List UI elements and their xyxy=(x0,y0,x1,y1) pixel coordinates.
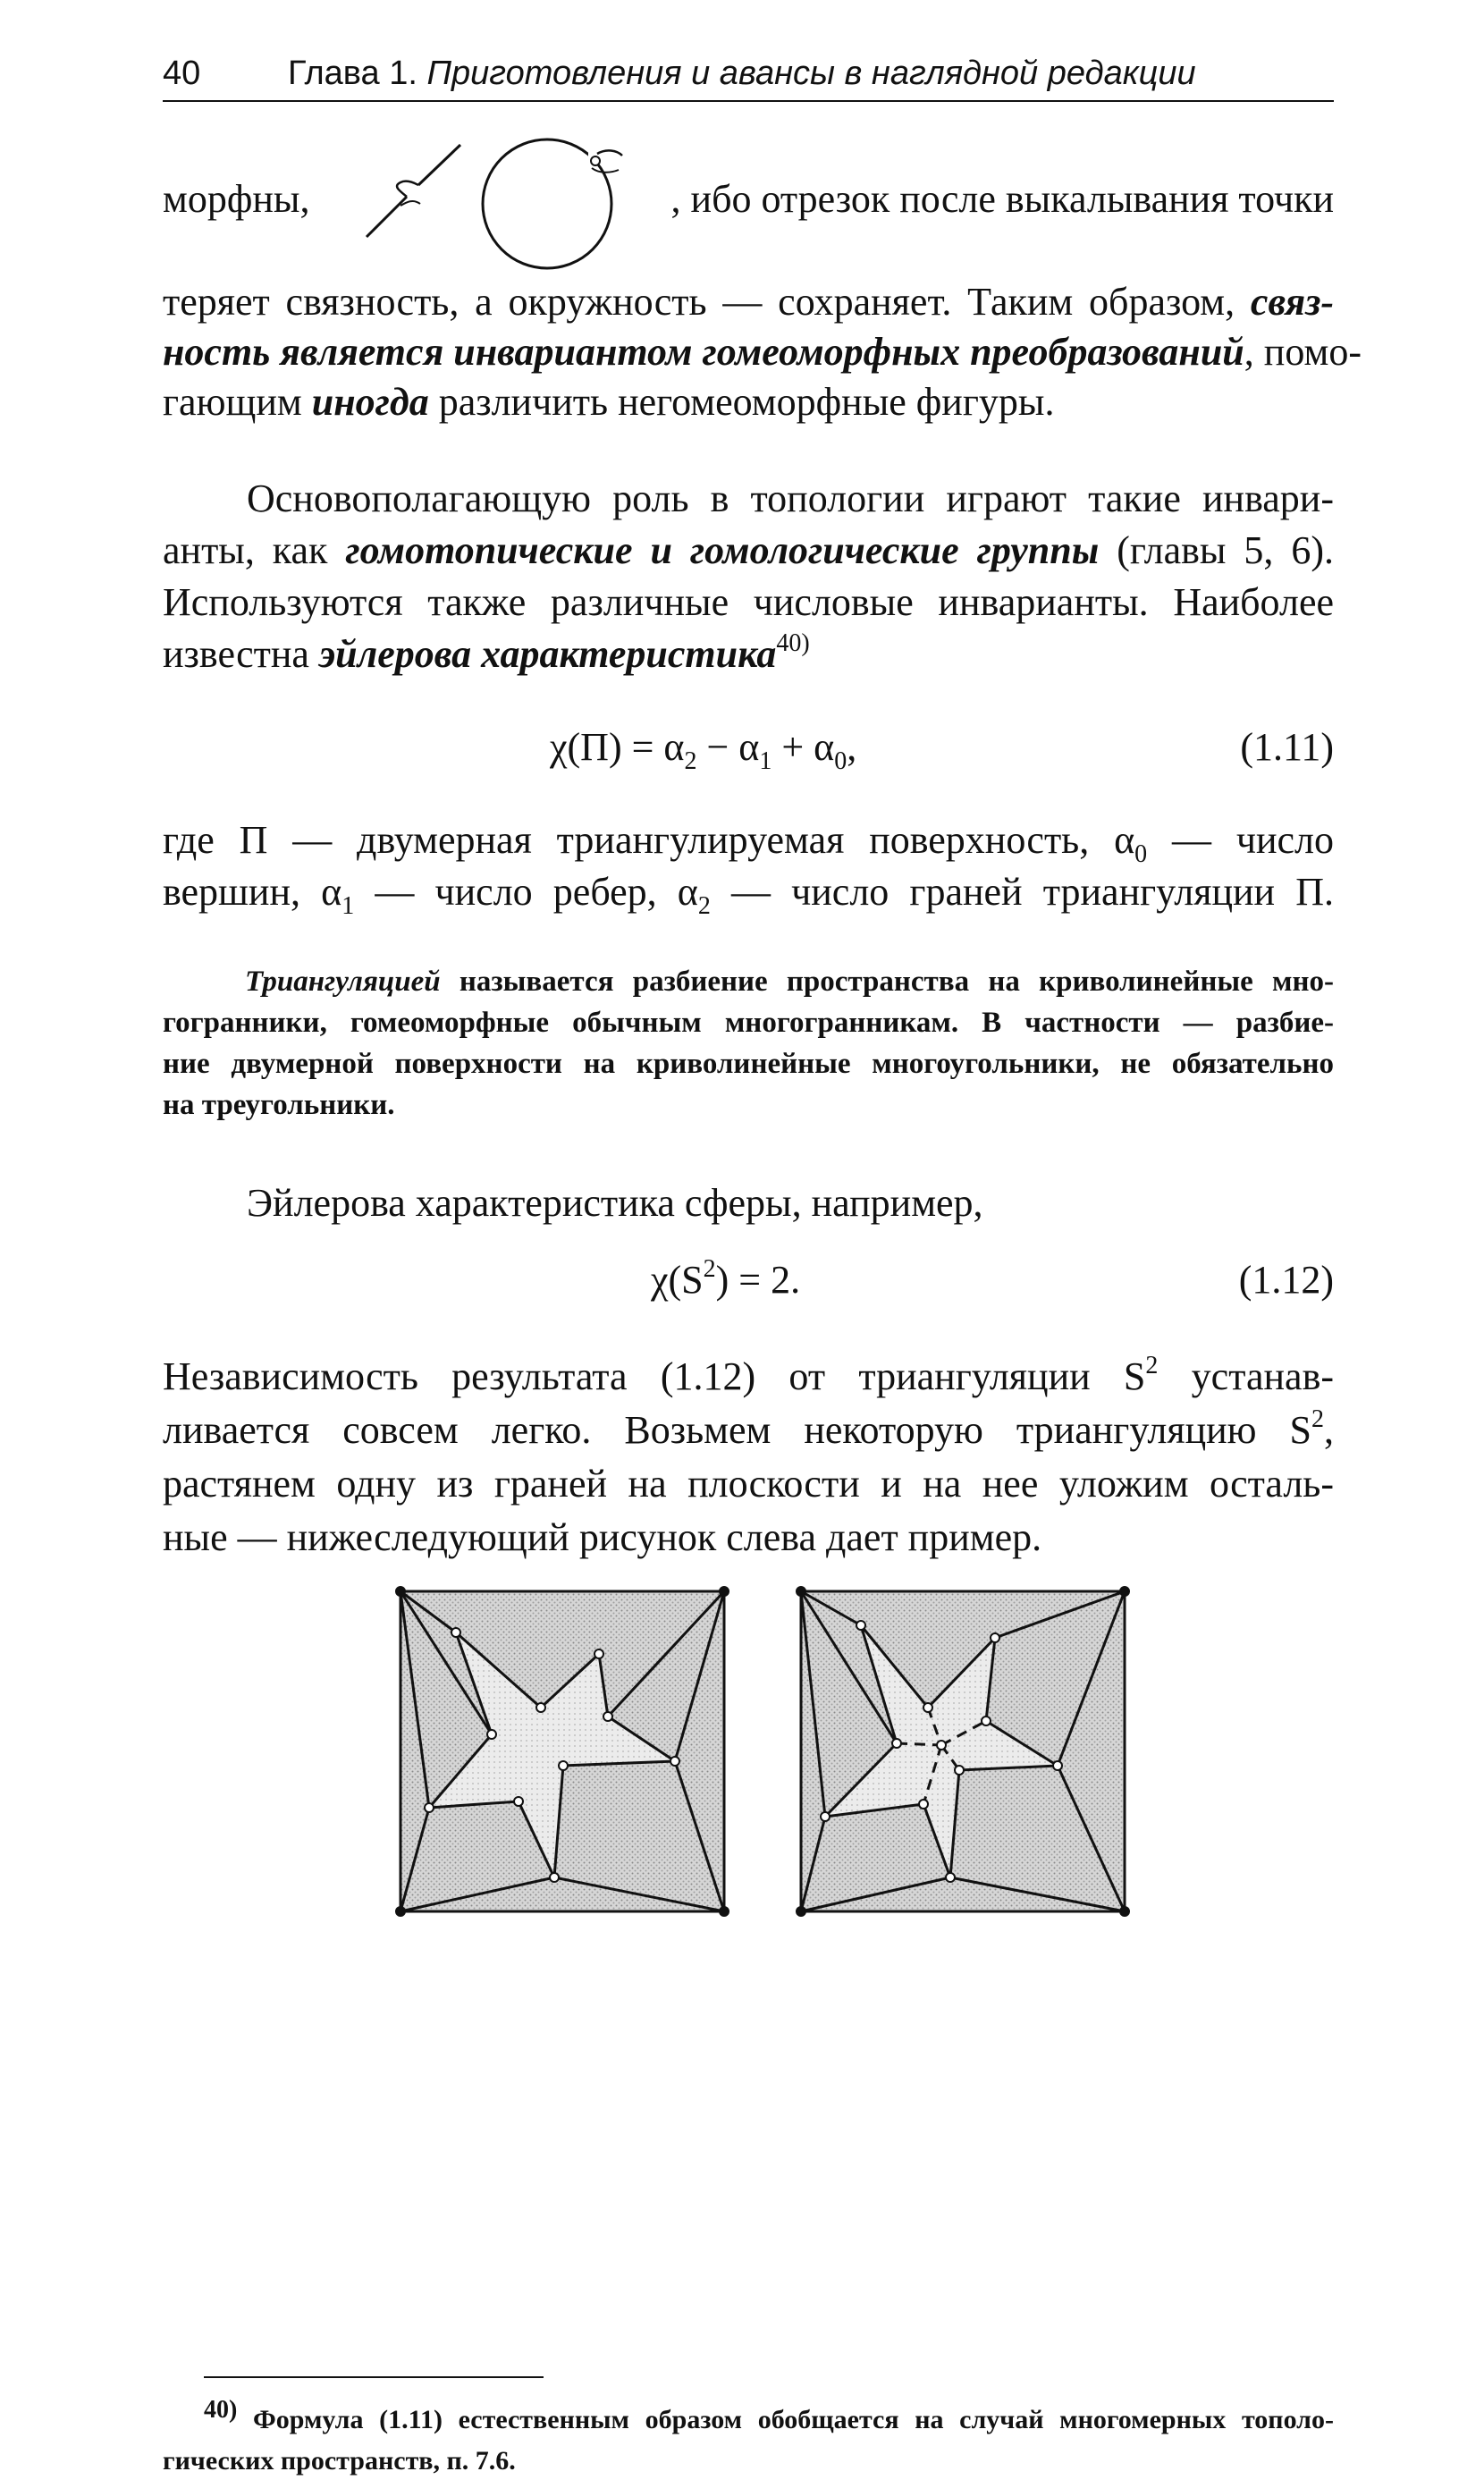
para1-text: гающим xyxy=(163,380,302,424)
eq-subscript: 2 xyxy=(684,747,697,775)
para5-line2 xyxy=(163,1405,1334,1461)
intro-start: морфны, xyxy=(163,177,310,221)
chapter-label: Глава 1. xyxy=(288,55,417,92)
note-line2 xyxy=(163,1003,1334,1042)
note-line3 xyxy=(163,1044,1334,1084)
para1-text: различить негомеоморфные фигуры. xyxy=(438,380,1055,424)
para1-line2 xyxy=(163,327,1362,377)
intro-end-line xyxy=(637,174,1334,224)
para5-text: ливается совсем легко. Возьмем некоторую триангуляцию S xyxy=(163,1408,1311,1452)
inline-figures xyxy=(358,134,644,277)
page-number: 40 xyxy=(163,55,201,92)
footnote-line2 xyxy=(163,2442,1334,2480)
eq-part: ) = 2. xyxy=(715,1258,801,1302)
para3-line2 xyxy=(163,867,1334,923)
note-line1 xyxy=(245,962,1334,1001)
chapter-heading xyxy=(288,46,1196,100)
left-triangulation-diagram xyxy=(396,1587,729,1916)
footnote-rule xyxy=(204,2376,544,2378)
para2-emphasis: эйлерова характеристика xyxy=(318,632,777,676)
footnote-text: гических пространств, п. 7.6. xyxy=(163,2446,516,2476)
para5-line3 xyxy=(163,1459,1334,1509)
footnote-ref: 40) xyxy=(776,629,810,657)
para5-text: Независимость результата (1.12) от триангуляции S xyxy=(163,1354,1146,1398)
footnote-text: Формула (1.11) естественным образом обобщается на случай многомерных тополо- xyxy=(237,2405,1334,2434)
para5-text: , xyxy=(1324,1408,1334,1452)
equation-number-1-11: (1.11) xyxy=(1240,725,1334,769)
para1-emphasis: связ- xyxy=(1250,280,1335,324)
para3-text: — число ребер, α xyxy=(354,870,698,914)
para2-text: Используются также различные числовые инварианты. Наиболее xyxy=(163,580,1334,624)
equation-1-11 xyxy=(550,722,856,778)
para3-text: — число xyxy=(1147,818,1334,862)
para5-text: растянем одну из граней на плоскости и на нее уложим осталь- xyxy=(163,1462,1334,1506)
para3-subscript: 1 xyxy=(341,892,355,920)
note-text: на треугольники. xyxy=(163,1089,395,1121)
para3-text: где П — двумерная триангулируемая поверхность, α xyxy=(163,818,1135,862)
intro-end: , ибо отрезок после выкалывания точки xyxy=(670,177,1334,221)
para5-superscript: 2 xyxy=(1145,1352,1159,1379)
para1-emphasis: ность является инвариантом гомеоморфных преобразований xyxy=(163,330,1244,374)
para3-text: — число граней триангуляции П. xyxy=(710,870,1334,914)
para1-line3 xyxy=(163,377,1334,427)
para1-emphasis: иногда xyxy=(311,380,429,424)
note-text: называется разбиение пространства на криволинейные мно- xyxy=(459,966,1334,998)
para2-emphasis: гомотопические и гомологические группы xyxy=(345,528,1100,572)
eq-part: χ(S xyxy=(651,1258,704,1302)
para5-line1 xyxy=(163,1352,1334,1407)
para2-line2 xyxy=(163,526,1334,576)
eq-subscript: 0 xyxy=(834,747,847,775)
para4-text: Эйлерова характеристика сферы, например, xyxy=(247,1181,983,1225)
note-line4 xyxy=(163,1085,1334,1125)
para1-line1 xyxy=(163,277,1334,327)
para3-subscript: 2 xyxy=(697,892,711,920)
para3-line1 xyxy=(163,815,1334,871)
eq-part: + α xyxy=(772,725,835,769)
para3-subscript: 0 xyxy=(1134,840,1148,868)
triangulation-figure xyxy=(384,1582,1144,1922)
eq-part: χ(П) = α xyxy=(550,725,685,769)
eq-superscript: 2 xyxy=(703,1255,716,1283)
chapter-title: Приготовления и авансы в наглядной редакции xyxy=(426,55,1196,92)
note-text: гогранники, гомеоморфные обычным многогранникам. В частности — разбие- xyxy=(163,1007,1334,1039)
equation-1-12 xyxy=(651,1255,800,1311)
para2-text: анты, как xyxy=(163,528,328,572)
para1-text: , помо- xyxy=(1244,330,1362,374)
para2-line4 xyxy=(163,629,1334,685)
equation-number-1-12: (1.12) xyxy=(1238,1258,1334,1302)
punctured-circle-figure xyxy=(483,139,622,268)
eq-part: − α xyxy=(696,725,760,769)
punctured-segment-figure xyxy=(367,145,460,237)
para5-text: устанав- xyxy=(1158,1354,1334,1398)
eq-subscript: 1 xyxy=(759,747,772,775)
eq-part: , xyxy=(847,725,857,769)
footnote-mark: 40) xyxy=(204,2396,238,2424)
para2-text: Основополагающую роль в топологии играют такие инвари- xyxy=(247,477,1334,520)
para1-text: теряет связность, а окружность — сохраняет. Таким образом, xyxy=(163,280,1235,324)
para2-line1 xyxy=(247,474,1334,524)
para5-text: ные — нижеследующий рисунок слева дает пример. xyxy=(163,1515,1042,1559)
running-header xyxy=(163,46,1334,102)
para2-line3 xyxy=(163,578,1334,628)
para2-text: (главы 5, 6). xyxy=(1117,528,1334,572)
footnote-line1 xyxy=(204,2396,1334,2440)
para4-line1 xyxy=(247,1178,1418,1228)
note-emphasis: Триангуляцией xyxy=(245,966,441,998)
para5-superscript: 2 xyxy=(1311,1405,1324,1433)
right-triangulation-diagram xyxy=(797,1587,1129,1916)
para3-text: вершин, α xyxy=(163,870,342,914)
note-text: ние двумерной поверхности на криволинейные многоугольники, не обязательно xyxy=(163,1048,1334,1080)
para2-text: известна xyxy=(163,632,309,676)
para5-line4 xyxy=(163,1513,1334,1563)
